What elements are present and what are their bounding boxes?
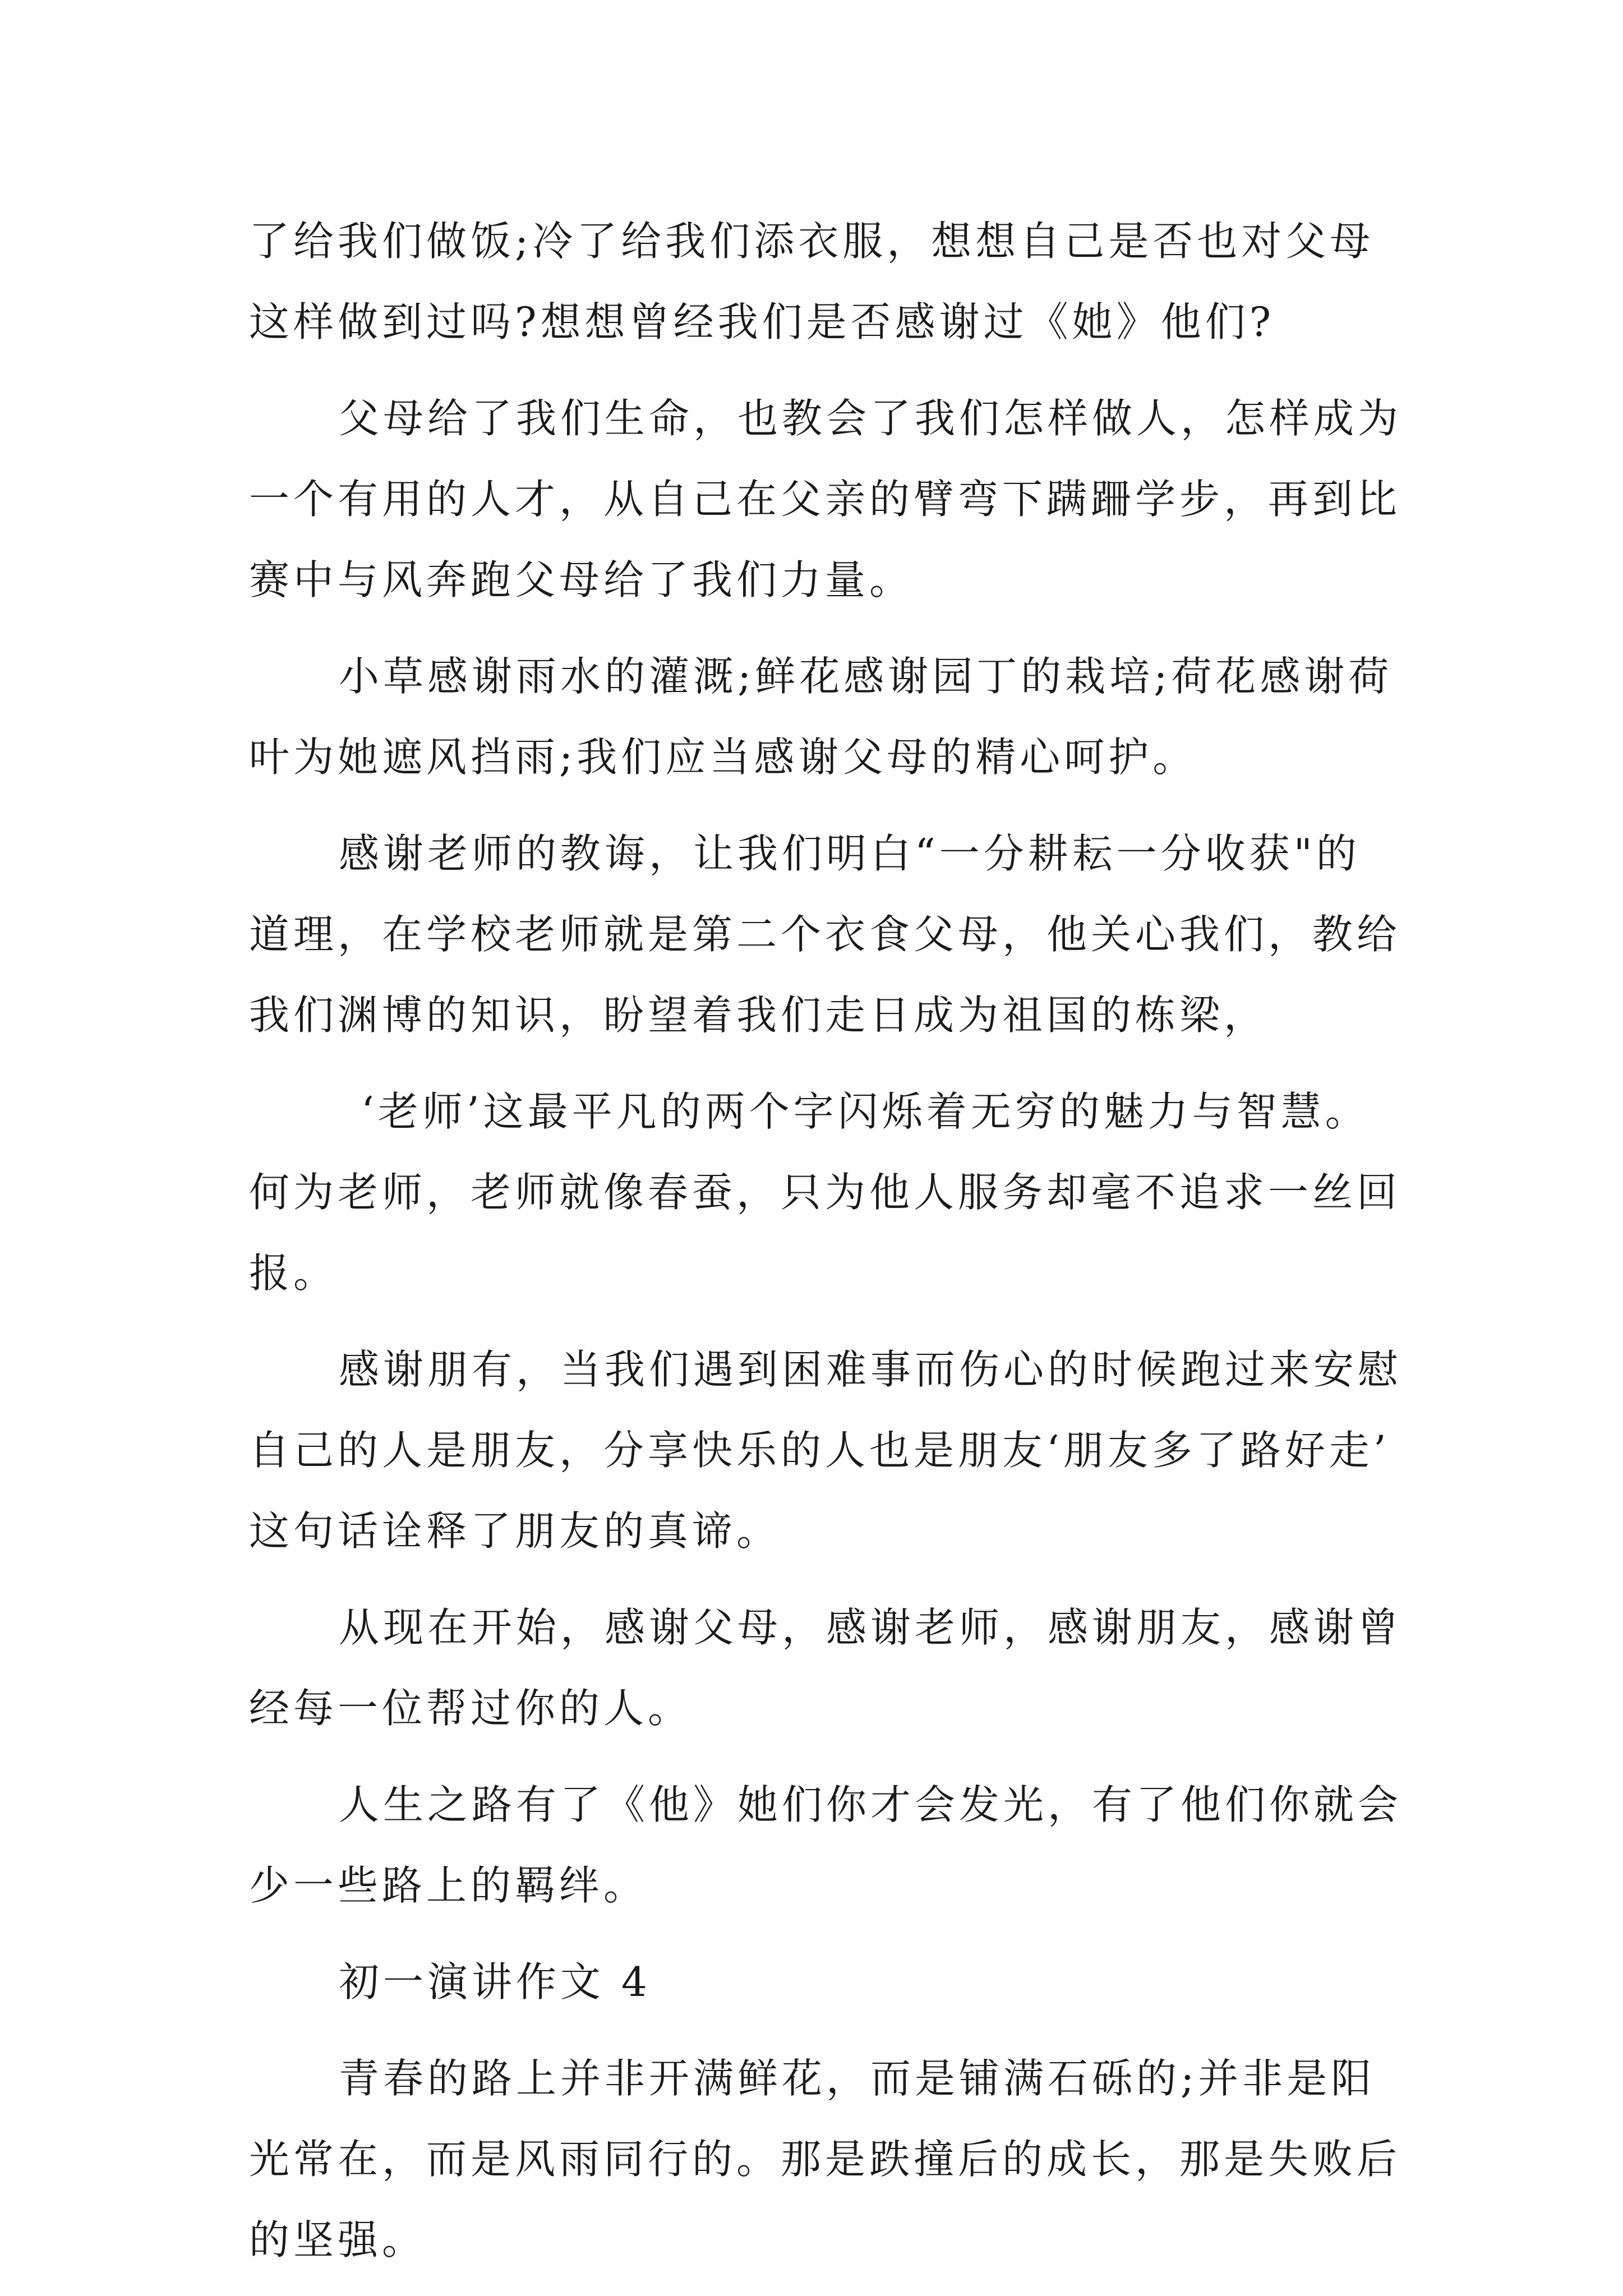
- paragraph: [249, 2038, 1401, 2280]
- text-line: 自己的人是朋友，分享快乐的人也是朋友‘朋友多了路好走’: [249, 1427, 1390, 1474]
- text-line: 叶为她遮风挡雨;我们应当感谢父母的精心呵护。: [249, 734, 1197, 781]
- text-line: 人生之路有了《他》她们你才会发光，有了他们你就会: [339, 1781, 1403, 1828]
- text-line: 青春的路上并非开满鲜花，而是铺满石砾的;并非是阳: [339, 2055, 1376, 2102]
- paragraph: [249, 636, 1393, 797]
- text-line: 一个有用的人才，从自己在父亲的臂弯下蹒跚学步，再到比: [249, 476, 1401, 523]
- text-line: 从现在开始，感谢父母，感谢老师，感谢朋友，感谢曾: [339, 1604, 1403, 1651]
- paragraph: [249, 378, 1403, 620]
- text-line: 了给我们做饭;冷了给我们添衣服，想想自己是否也对父母: [249, 218, 1375, 265]
- text-line: 小草感谢雨水的灌溉;鲜花感谢园丁的栽培;荷花感谢荷: [339, 653, 1393, 700]
- text-line: 的坚强。: [249, 2216, 427, 2263]
- paragraph: [249, 1071, 1401, 1313]
- paragraph: [249, 201, 1382, 362]
- text-line: 感谢老师的教诲，让我们明白“一分耕耘一分收获"的: [339, 830, 1361, 877]
- paragraph: [249, 1587, 1403, 1749]
- paragraph: [249, 1329, 1403, 1571]
- text-line: ‘老师’这最平凡的两个字闪烁着无穷的魅力与智慧。: [361, 1088, 1370, 1135]
- text-line: 经每一位帮过你的人。: [249, 1685, 693, 1732]
- paragraph: [249, 1764, 1403, 1926]
- text-line: 这样做到过吗?想想曾经我们是否感谢过《她》他们?: [249, 298, 1275, 345]
- heading-line: 初一演讲作文 4: [339, 1958, 651, 2005]
- text-line: 这句话诠释了朋友的真谛。: [249, 1507, 781, 1555]
- text-line: 光常在，而是风雨同行的。那是跌撞后的成长，那是失败后: [249, 2136, 1401, 2183]
- section-heading: [249, 1942, 1382, 2022]
- text-line: 感谢朋有，当我们遇到困难事而伤心的时候跑过来安慰: [339, 1346, 1403, 1393]
- text-line: 何为老师，老师就像春蚕，只为他人服务却毫不追求一丝回: [249, 1169, 1401, 1216]
- essay-body: [249, 201, 1403, 2296]
- paragraph: [249, 813, 1401, 1055]
- text-line: 父母给了我们生命，也教会了我们怎样做人，怎样成为: [339, 395, 1403, 442]
- text-line: 少一些路上的羁绊。: [249, 1862, 648, 1909]
- text-line: 我们渊博的知识，盼望着我们走日成为祖国的栋梁，: [249, 992, 1269, 1039]
- text-line: 道理，在学校老师就是第二个衣食父母，他关心我们，教给: [249, 911, 1401, 958]
- text-line: 报。: [249, 1250, 338, 1297]
- text-line: 赛中与风奔跑父母给了我们力量。: [249, 556, 914, 603]
